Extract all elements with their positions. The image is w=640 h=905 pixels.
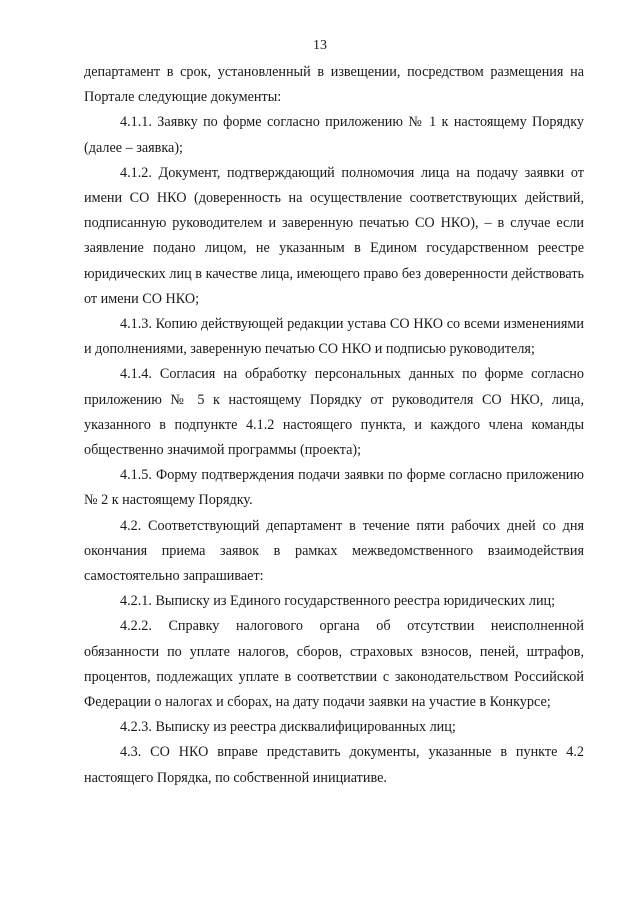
paragraph-continuation: департамент в срок, установленный в извещении, посредством размещения на Портале следующие документы: [84,64,584,106]
paragraph-4-1-1: 4.1.1. Заявку по форме согласно приложению № 1 к настоящему Порядку (далее – заявка); [84,114,584,156]
paragraph-4-2: 4.2. Соответствующий департамент в течение пяти рабочих дней со дня окончания приема заявок в рамках межведомственного взаимодействия самостоятельно запрашивает: [84,517,584,585]
paragraph-4-1-5: 4.1.5. Форму подтверждения подачи заявки по форме согласно приложению № 2 к настоящему Порядку. [84,467,584,509]
paragraph-4-2-1: 4.2.1. Выписку из Единого государственного реестра юридических лиц; [120,593,556,610]
paragraph-4-3: 4.3. СО НКО вправе представить документы, указанные в пункте 4.2 настоящего Порядка, по собственной инициативе. [84,744,584,786]
paragraph-4-2-3: 4.2.3. Выписку из реестра дисквалифицированных лиц; [120,719,456,736]
paragraph-4-1-2: 4.1.2. Документ, подтверждающий полномочия лица на подачу заявки от имени СО НКО (доверенность на осуществление соответствующих действий, подписанную руководителем и заверенную печатью СО НКО), – в случае если заявление подано лицом, не указанным в Едином государственном реестре юридических лиц в качестве лица, имеющего право без доверенности действовать от имени СО НКО; [84,164,584,307]
document-body [84,60,584,791]
paragraph-4-1-3: 4.1.3. Копию действующей редакции устава СО НКО со всеми изменениями и дополнениями, заверенную печатью СО НКО и подписью руководителя; [84,316,584,358]
paragraph-4-2-2: 4.2.2. Справку налогового органа об отсутствии неисполненной обязанности по уплате налогов, сборов, страховых взносов, пеней, штрафов, процентов, подлежащих уплате в соответствии с законодательством Российской Федерации о налогах и сборах, на дату подачи заявки на участие в Конкурсе; [84,618,584,711]
paragraph-4-1-4: 4.1.4. Согласия на обработку персональных данных по форме согласно приложению № 5 к настоящему Порядку от руководителя СО НКО, лица, указанного в подпункте 4.1.2 настоящего пункта, и каждого члена команды общественно значимой программы (проекта); [84,366,584,459]
page-number: 13 [313,38,327,53]
